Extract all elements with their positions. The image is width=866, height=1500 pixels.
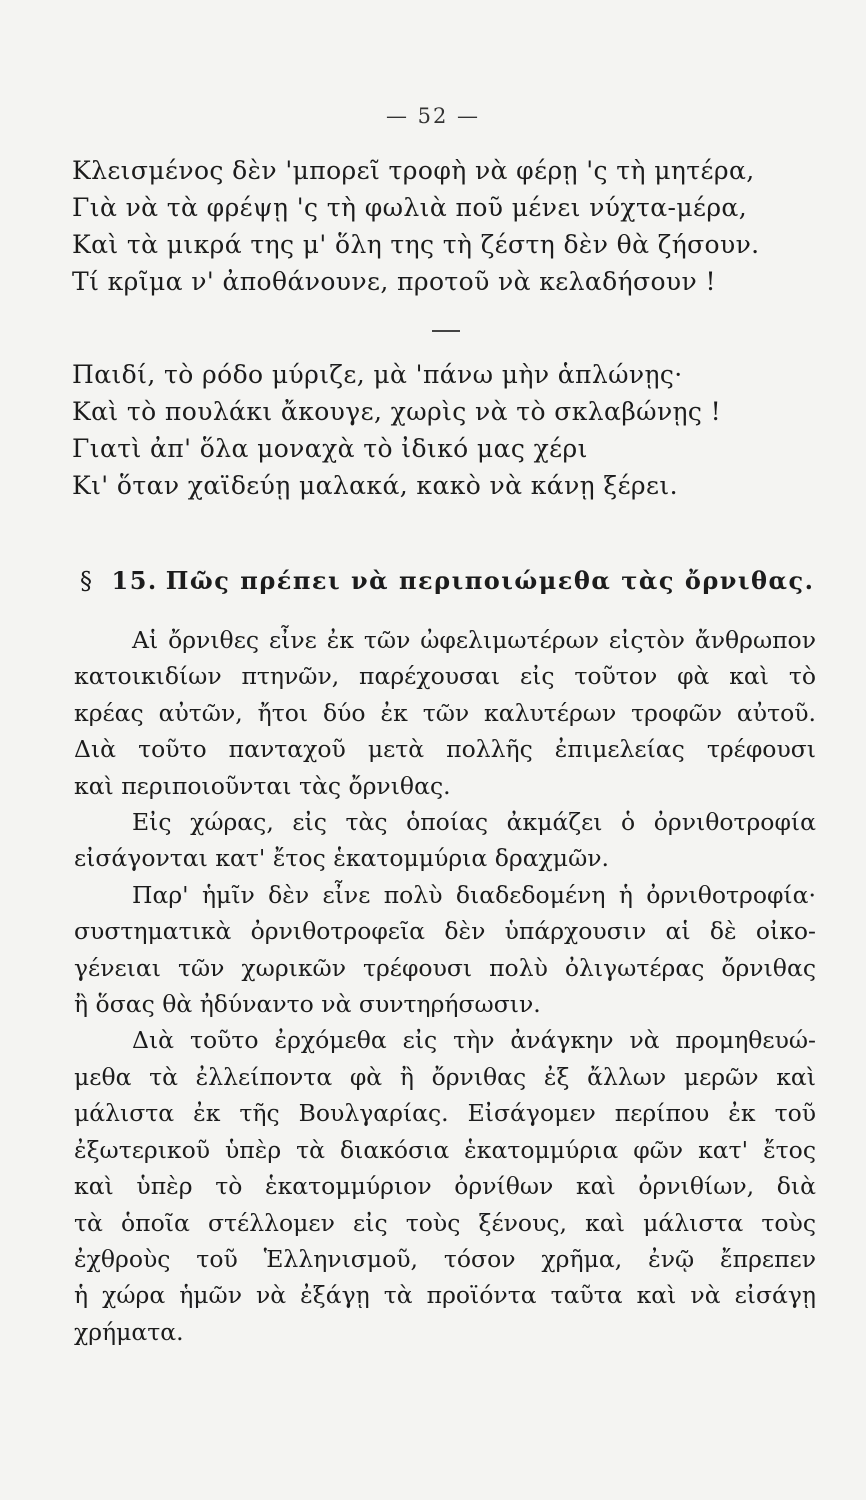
poem-stanza-2 — [72, 356, 832, 504]
poem-line: Κλεισμένος δὲν 'μπορεῖ τροφὴ νὰ φέρῃ 'ς τὴ μητέρα, — [72, 156, 755, 185]
text-line: καὶ περιποιοῦνται τὰς ὄρνιθας. — [74, 771, 451, 800]
text-line: τὰ ὁποῖα στέλλομεν εἰς τοὺς ξένους, καὶ μάλιστα τοὺς — [74, 1208, 816, 1237]
text-line: συστηματικὰ ὀρνιθοτροφεῖα δὲν ὑπάρχουσιν αἱ δὲ οἰκο- — [74, 917, 816, 946]
text-line: ἐχθροὺς τοῦ Ἑλληνισμοῦ, τόσον χρῆμα, ἐνῷ ἔπρεπεν — [74, 1244, 816, 1273]
poem-stanza-1 — [72, 152, 832, 300]
stanza-divider — [432, 330, 460, 332]
text-line: ἢ ὅσας θὰ ἠδύναντο νὰ συντηρήσωσιν. — [74, 990, 541, 1019]
section-mark: § — [80, 567, 94, 595]
poem-line: Καὶ τὸ πουλάκι ἄκουγε, χωρὶς νὰ τὸ σκλαβώνῃς ! — [72, 397, 722, 426]
poem-line: Κι' ὅταν χαϊδεύῃ μαλακά, κακὸ νὰ κάνῃ ξέρει. — [72, 471, 678, 500]
page-number: — 52 — — [385, 104, 481, 128]
text-line: ἐξωτερικοῦ ὑπὲρ τὰ διακόσια ἑκατομμύρια φῶν κατ' ἔτος — [74, 1135, 816, 1164]
section-heading — [80, 566, 820, 595]
text-line: ἡ χώρα ἡμῶν νὰ ἐξάγῃ τὰ προϊόντα ταῦτα καὶ νὰ εἰσάγῃ — [74, 1281, 816, 1310]
poem-line: Γιὰ νὰ τὰ φρέψῃ 'ς τὴ φωλιὰ ποῦ μένει νύχτα-μέρα, — [72, 193, 748, 222]
poem-line: Καὶ τὰ μικρά της μ' ὅλη της τὴ ζέστη δὲν θὰ ζήσουν. — [72, 230, 760, 259]
text-line: Αἱ ὄρνιθες εἶνε ἐκ τῶν ὠφελιμωτέρων εἰςτὸν ἄνθρωπον — [132, 626, 816, 654]
text-line: μάλιστα ἐκ τῆς Βουλγαρίας. Εἰσάγομεν περίπου ἐκ τοῦ — [74, 1099, 816, 1128]
text-line: εἰσάγονται κατ' ἔτος ἑκατομμύρια δραχμῶν. — [74, 844, 609, 873]
section-title: Πῶς πρέπει νὰ περιποιώμεθα τὰς ὄρνιθας. — [165, 566, 815, 595]
text-line: γένειαι τῶν χωρικῶν τρέφουσι πολὺ ὀλιγωτέρας ὄρνιθας — [74, 953, 816, 982]
text-line: Διὰ τοῦτο ἐρχόμεθα εἰς τὴν ἀνάγκην νὰ προμηθευώ- — [132, 1026, 816, 1055]
text-line: χρήματα. — [74, 1317, 184, 1346]
text-line: Διὰ τοῦτο πανταχοῦ μετὰ πολλῆς ἐπιμελείας τρέφουσι — [74, 735, 816, 764]
text-line: καὶ ὑπὲρ τὸ ἑκατομμύριον ὀρνίθων καὶ ὀρνιθίων, διὰ — [74, 1172, 816, 1201]
text-line: μεθα τὰ ἐλλείποντα φὰ ἢ ὄρνιθας ἐξ ἄλλων μερῶν καὶ — [74, 1062, 816, 1091]
text-line: κρέας αὐτῶν, ἤτοι δύο ἐκ τῶν καλυτέρων τροφῶν αὐτοῦ. — [74, 698, 816, 727]
article-body — [74, 622, 816, 1350]
section-number: 15. — [111, 566, 158, 595]
poem-line: Τί κρῖμα ν' ἀποθάνουνε, προτοῦ νὰ κελαδήσουν ! — [72, 267, 716, 296]
poem-line: Παιδί, τὸ ρόδο μύριζε, μὰ 'πάνω μὴν ἁπλώνῃς· — [72, 360, 683, 389]
poem-line: Γιατὶ ἀπ' ὅλα μοναχὰ τὸ ἰδικό μας χέρι — [72, 434, 588, 463]
text-line: Εἰς χώρας, εἰς τὰς ὁποίας ἀκμάζει ὁ ὀρνιθοτροφία — [132, 808, 816, 837]
text-line: Παρ' ἡμῖν δὲν εἶνε πολὺ διαδεδομένη ἡ ὀρνιθοτροφία· — [132, 880, 816, 909]
text-line: κατοικιδίων πτηνῶν, παρέχουσαι εἰς τοῦτον φὰ καὶ τὸ — [74, 662, 816, 691]
